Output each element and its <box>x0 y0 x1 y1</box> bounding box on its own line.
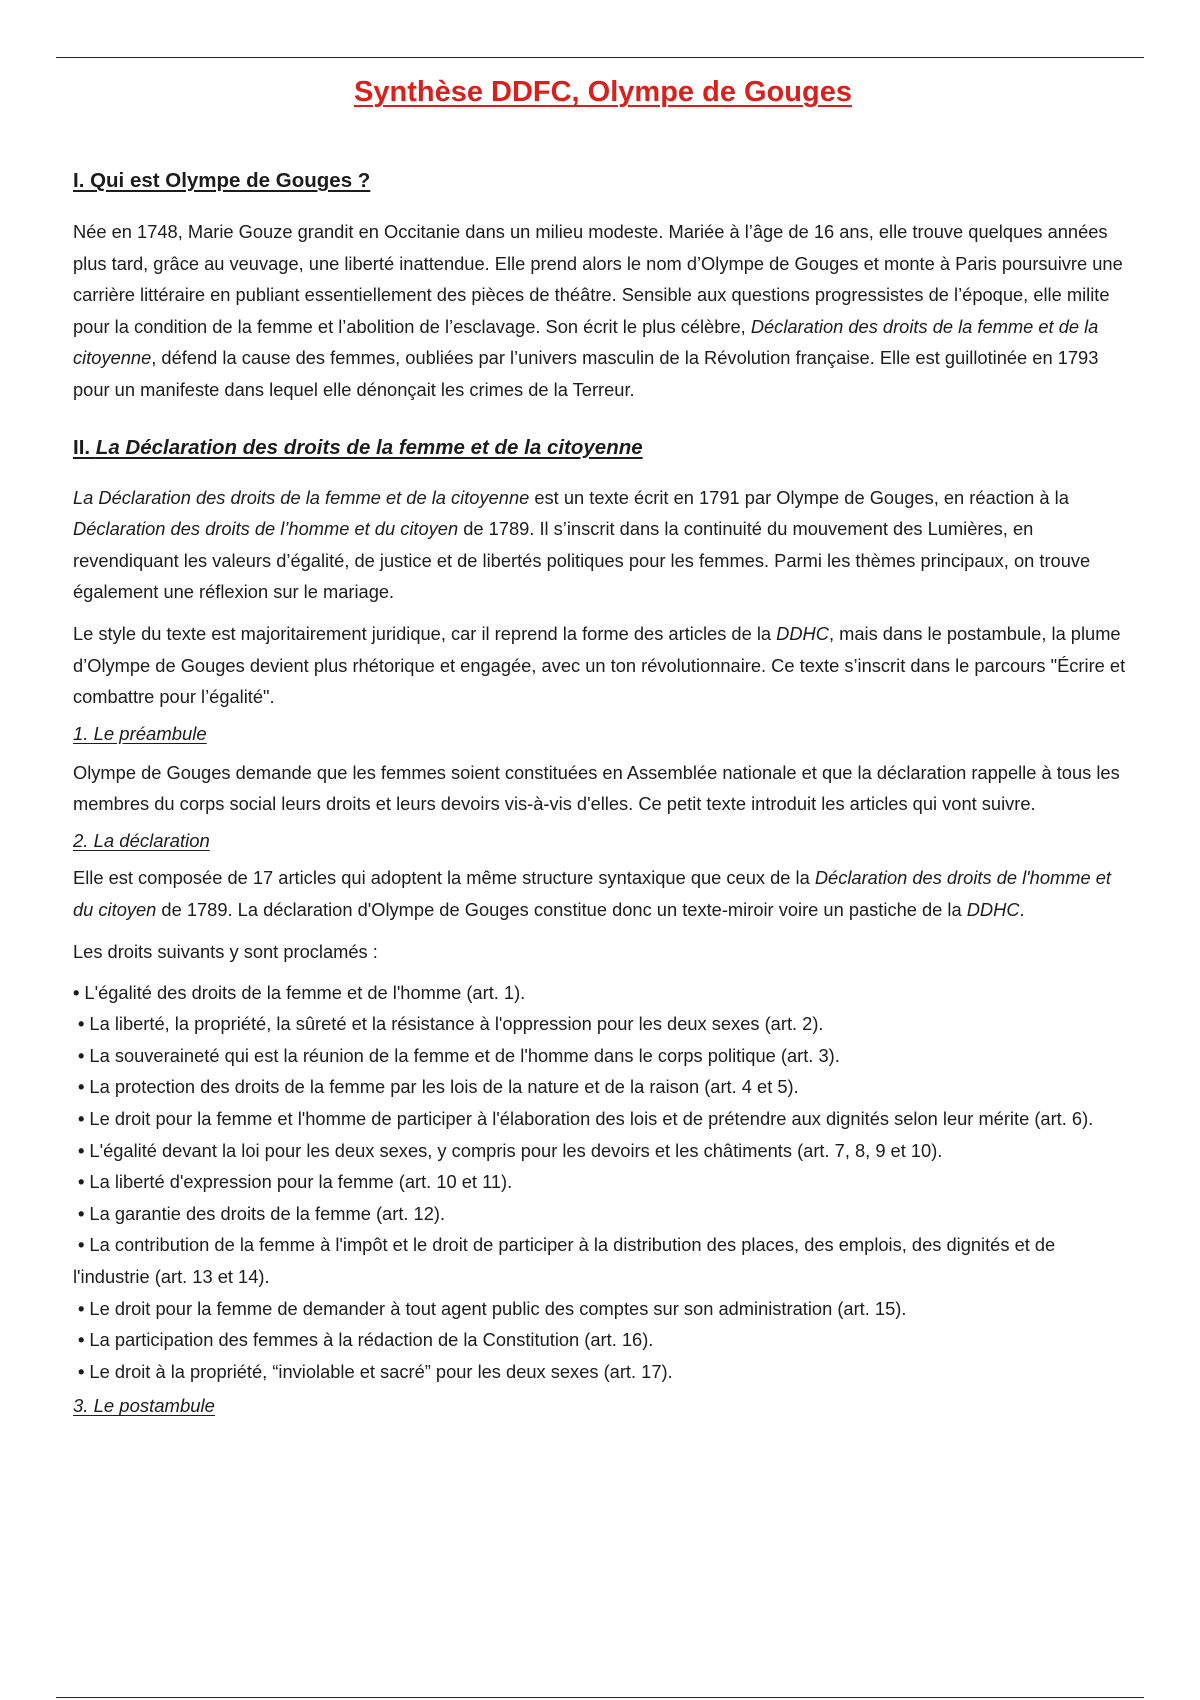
document-page <box>73 70 1133 1417</box>
italic-text-run: DDHC <box>776 622 829 644</box>
section-heading-who: I. Qui est Olympe de Gouges ? <box>73 169 371 192</box>
right-item-text: Le droit pour la femme de demander à tout agent public des comptes sur son administration (art. 15). <box>89 1297 907 1319</box>
text-run: Olympe de Gouges demande que les femmes soient constituées en Assemblée nationale et que la déclaration rappelle à tous les membres du corps social leurs droits et leurs devoirs vis-à-vis d'elles. Ce petit texte introduit les articles qui vont suivre. <box>73 761 1120 815</box>
right-item <box>73 1135 1133 1167</box>
bullet-icon: • <box>78 1013 85 1035</box>
declaration-paragraph-2 <box>73 618 1133 713</box>
text-run: Née en 1748, Marie Gouze grandit en Occitanie dans un milieu modeste. Mariée à l’âge de 16 ans, elle trouve quelques années plus tard, grâce au veuvage, une liberté inattendue. Elle prend alors le nom d’Olympe de Gouges et monte à Paris poursuivre une carrière littéraire en publiant essentiellement des pièces de théâtre. Sensible aux questions progressistes de l’époque, elle milite pour la condition de la femme et l’abolition de l’esclavage. Son écrit le plus célèbre, <box>73 221 1123 337</box>
italic-text-run: Déclaration des droits de l’homme et du citoyen <box>73 518 459 540</box>
section-heading-prefix: II. <box>73 435 96 459</box>
subheading-preambule: 1. Le préambule <box>73 722 207 744</box>
preambule-paragraph <box>73 757 1133 820</box>
bullet-icon: • <box>78 1202 85 1224</box>
intro-paragraph <box>73 216 1133 406</box>
subheading-postambule: 3. Le postambule <box>73 1395 215 1417</box>
bottom-rule <box>56 1697 1144 1698</box>
right-item-text: L'égalité des droits de la femme et de l'homme (art. 1). <box>84 981 526 1003</box>
right-item-text: La contribution de la femme à l'impôt et le droit de participer à la distribution des places, des emplois, des dignités et de l'industrie (art. 13 et 14). <box>73 1234 1056 1288</box>
right-item <box>73 1229 1133 1292</box>
right-item-text: La liberté, la propriété, la sûreté et la résistance à l'oppression pour les deux sexes (art. 2). <box>89 1013 824 1035</box>
text-run: . <box>1019 898 1025 920</box>
bullet-icon: • <box>78 1360 85 1382</box>
right-item-text: La souveraineté qui est la réunion de la femme et de l'homme dans le corps politique (art. 3). <box>89 1044 840 1066</box>
right-item-text: La participation des femmes à la rédaction de la Constitution (art. 16). <box>89 1329 654 1351</box>
italic-text-run: DDHC <box>966 898 1020 920</box>
text-run: de 1789. Il s’inscrit dans la continuité du mouvement des Lumières, en revendiquant les valeurs d’égalité, de justice et de libertés politiques pour les femmes. Parmi les thèmes principaux, on trouve également une réflexion sur le mariage. <box>73 518 1091 603</box>
bullet-icon: • <box>78 1108 85 1130</box>
right-item-text: La liberté d'expression pour la femme (art. 10 et 11). <box>89 1171 513 1193</box>
italic-text-run: La Déclaration des droits de la femme et de la citoyenne <box>73 486 530 508</box>
right-item <box>73 1008 1133 1040</box>
declaration-paragraph-1 <box>73 482 1133 608</box>
text-run: Le style du texte est majoritairement juridique, car il reprend la forme des articles de la <box>73 622 777 644</box>
bullet-icon: • <box>78 1139 85 1161</box>
text-run: Elle est composée de 17 articles qui adoptent la même structure syntaxique que ceux de la <box>73 866 815 888</box>
text-run: de 1789. La déclaration d'Olympe de Gouges constitue donc un texte-miroir voire un pastiche de la <box>156 898 967 920</box>
right-item-text: Le droit à la propriété, “inviolable et sacré” pour les deux sexes (art. 17). <box>89 1360 673 1382</box>
right-item <box>73 1293 1133 1325</box>
text-run: est un texte écrit en 1791 par Olympe de Gouges, en réaction à la <box>529 486 1069 508</box>
rights-lead: Les droits suivants y sont proclamés : <box>73 941 378 963</box>
right-item-text: L'égalité devant la loi pour les deux sexes, y compris pour les devoirs et les châtiments (art. 7, 8, 9 et 10). <box>89 1139 943 1161</box>
subheading-declaration: 2. La déclaration <box>73 829 210 851</box>
right-item <box>73 1071 1133 1103</box>
bullet-icon: • <box>73 981 80 1003</box>
bullet-icon: • <box>78 1234 85 1256</box>
bullet-icon: • <box>78 1076 85 1098</box>
bullet-icon: • <box>78 1329 85 1351</box>
declaration-detail-paragraph <box>73 862 1133 925</box>
text-run: , défend la cause des femmes, oubliées par l’univers masculin de la Révolution française. Elle est guillotinée en 1793 pour un manifeste dans lequel elle dénonçait les crimes de la Terreur. <box>73 347 1099 400</box>
right-item <box>73 1356 1133 1388</box>
right-item <box>73 1166 1133 1198</box>
document-title: Synthèse DDFC, Olympe de Gouges <box>354 76 852 108</box>
right-item-text: Le droit pour la femme et l'homme de participer à l'élaboration des lois et de prétendre aux dignités selon leur mérite (art. 6). <box>89 1108 1094 1130</box>
text-run: , mais dans le postambule, la plume d’Olympe de Gouges devient plus rhétorique et engagée, avec un ton révolutionnaire. Ce texte s’inscrit dans le parcours "Écrire et combattre pour l’égalité". <box>73 622 1126 708</box>
right-item <box>73 977 1133 1009</box>
right-item <box>73 1103 1133 1135</box>
bullet-icon: • <box>78 1297 85 1319</box>
rights-list <box>73 977 1133 1388</box>
italic-text-run: Déclaration des droits de la femme et de la citoyenne <box>73 315 1099 369</box>
right-item <box>73 1324 1133 1356</box>
right-item-text: La garantie des droits de la femme (art. 12). <box>89 1202 446 1224</box>
right-item <box>73 1198 1133 1230</box>
section-heading-title: La Déclaration des droits de la femme et de la citoyenne <box>95 435 643 459</box>
right-item-text: La protection des droits de la femme par les lois de la nature et de la raison (art. 4 et 5). <box>89 1076 799 1098</box>
section-heading-declaration <box>73 436 1133 460</box>
bullet-icon: • <box>78 1044 85 1066</box>
right-item <box>73 1040 1133 1072</box>
italic-text-run: Déclaration des droits de l'homme et du citoyen <box>73 866 1111 920</box>
top-rule <box>56 57 1144 58</box>
bullet-icon: • <box>78 1171 85 1193</box>
